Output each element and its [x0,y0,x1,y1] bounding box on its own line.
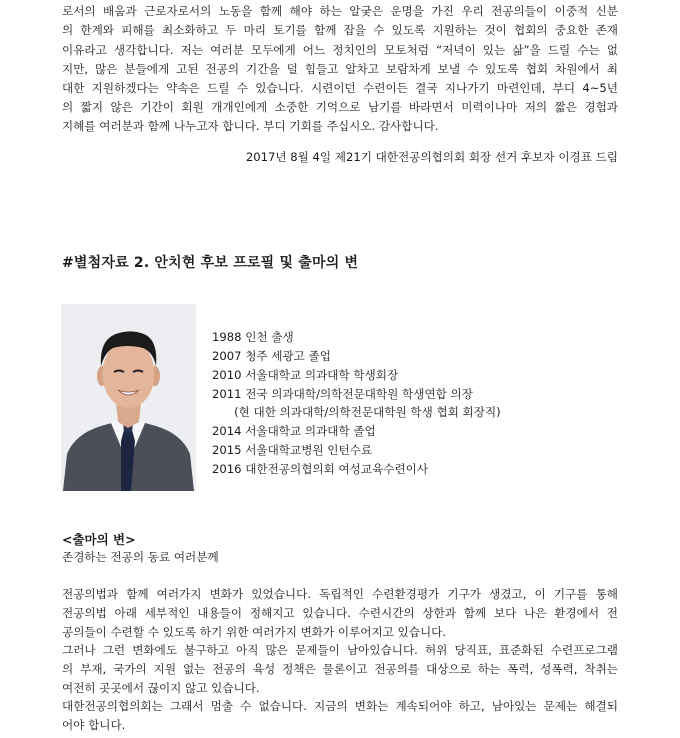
career-item: 2011 전국 의과대학/의학전문대학원 학생연합 의장 [212,387,473,401]
intro-line: 지혜를 여러분과 함께 나누고자 합니다. 부디 기회를 주십시오. 감사합니다. [62,119,439,133]
speech-line: 전공의법 아래 세부적인 내용들이 정해지고 있습니다. 수련시간의 상한과 함께 보다 나은 환경에서 전 [62,606,618,620]
speech-line: 대한전공의협의회는 그래서 멈출 수 없습니다. 지금의 변화는 계속되어야 하고, 남아있는 문제는 해결되 [62,699,618,713]
career-item: (현 대한 의과대학/의학전문대학원 학생 협회 회장직) [212,405,501,419]
career-item: 1988 인천 출생 [212,330,294,344]
speech-line: 그러나 그런 변화에도 불구하고 아직 많은 문제들이 남아있습니다. 허위 당직표, 표준화된 수련프로그램 [62,643,618,657]
career-item: 2010 서울대학교 의과대학 학생회장 [212,368,399,382]
signature-line: 2017년 8월 4일 제21기 대한전공의협의회 회장 선거 후보자 이경표 드림 [245,150,618,164]
career-item: 2007 청주 세광고 졸업 [212,349,331,363]
speech-line: 여전히 곳곳에서 끊이지 않고 있습니다. [62,681,260,695]
speech-line: 어야 합니다. [62,718,126,732]
intro-line: 의 한계와 피해를 최소화하고 두 마리 토기를 함께 잡을 수 있도록 지원하는 것이 협회의 중요한 존재 [62,23,618,37]
greeting-line: 존경하는 전공의 동료 여러분께 [62,550,219,564]
speech-line: 전공의법과 함께 여러가지 변화가 있었습니다. 독립적인 수련환경평가 기구가 생겼고, 이 기구를 통해 [62,587,618,601]
speech-line: 의 부재, 국가의 지원 없는 전공의 육성 정책은 물론이고 전공의를 대상으로 하는 폭력, 성폭력, 착취는 [62,662,618,676]
speech-title: <출마의 변> [62,532,136,547]
intro-line: 지만, 많은 분들에게 고된 전공의 기간을 덜 힘들고 알차고 보람차게 보낼 수 있도록 협회 차원에서 최 [62,62,618,76]
section-title: #별첨자료 2. 안치현 후보 프로필 및 출마의 변 [62,255,359,271]
intro-line: 로서의 배움과 근로자로서의 노동을 함께 해야 하는 알궂은 운명을 가진 우리 전공의들이 이중적 신분 [62,4,618,18]
intro-line: 의 짧지 않은 기간이 회원 개개인에게 소중한 기억으로 남기를 바라면서 미력이나마 저의 짧은 경험과 [62,100,618,114]
career-item: 2014 서울대학교 의과대학 졸업 [212,424,376,438]
intro-line: 이유라고 생각합니다. 저는 여러분 모두에게 어느 정치인의 모토처럼 “저녁이 있는 삶”을 드릴 수는 없 [62,43,618,57]
career-item: 2016 대한전공의협의회 여성교육수련이사 [212,462,429,476]
candidate-portrait-photo [61,304,196,491]
career-item: 2015 서울대학교병원 인턴수료 [212,443,373,457]
speech-line: 공의들이 수련할 수 있도록 하기 위한 여러가지 변화가 이루어지고 있습니다. [62,625,447,639]
intro-line: 대한 지원하겠다는 약속은 드릴 수 있습니다. 시련이던 수련이든 결국 지나가기 마련인데, 부디 4~5년 [62,81,618,95]
